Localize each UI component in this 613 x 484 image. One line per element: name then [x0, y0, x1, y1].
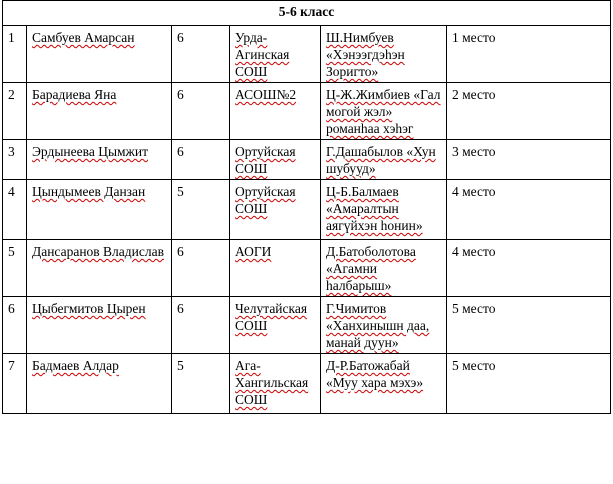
cell-student-name [27, 354, 172, 414]
cell-work [321, 354, 447, 414]
cell-work-text: Ц-Ж.Жимбиев «Гал могой жэл» романhаа хэhэг [326, 87, 441, 136]
cell-student-name [27, 180, 172, 240]
cell-grade [172, 26, 230, 83]
cell-place [447, 26, 611, 83]
cell-place-text: 1 место [452, 30, 496, 45]
table-row [3, 240, 611, 297]
cell-grade-text: 5 [177, 184, 184, 199]
cell-student-name-text: Цындымеев Данзан [32, 184, 146, 199]
cell-work-text: Г.Чимитов «Ханхинышн даа, манай дуун» [326, 301, 430, 350]
cell-student-name [27, 140, 172, 180]
cell-number [3, 140, 27, 180]
cell-place [447, 240, 611, 297]
cell-work [321, 83, 447, 140]
cell-number-text: 6 [8, 301, 15, 316]
table-title: 5-6 класс [3, 1, 611, 26]
cell-school [230, 354, 321, 414]
cell-number-text: 3 [8, 144, 15, 159]
cell-place-text: 5 место [452, 358, 496, 373]
table-title-row [3, 1, 611, 26]
cell-grade [172, 297, 230, 354]
cell-grade [172, 240, 230, 297]
cell-school [230, 26, 321, 83]
cell-student-name [27, 240, 172, 297]
cell-school-text: Ортуйская СОШ [235, 184, 296, 216]
cell-number-text: 7 [8, 358, 15, 373]
cell-place [447, 83, 611, 140]
cell-school-text: Урда-Агинская СОШ [235, 30, 290, 79]
cell-student-name [27, 83, 172, 140]
cell-student-name [27, 297, 172, 354]
cell-work-text: Г.Дашабылов «Хун шубууд» [326, 144, 436, 176]
cell-school-text: Ага-Хангильская СОШ [235, 358, 309, 407]
cell-place-text: 4 место [452, 244, 496, 259]
cell-school [230, 83, 321, 140]
table-row [3, 26, 611, 83]
cell-number-text: 2 [8, 87, 15, 102]
cell-work-text: Ц-Б.Балмаев «Амаралтын аягүйхэн hонин» [326, 184, 423, 233]
cell-grade [172, 180, 230, 240]
cell-place-text: 3 место [452, 144, 496, 159]
cell-student-name-text: Дансаранов Владислав [32, 244, 164, 259]
table-row [3, 83, 611, 140]
cell-school-text: АСОШ№2 [235, 87, 297, 102]
cell-grade-text: 6 [177, 144, 184, 159]
cell-place [447, 354, 611, 414]
cell-number [3, 83, 27, 140]
cell-place [447, 297, 611, 354]
cell-place [447, 140, 611, 180]
cell-school [230, 180, 321, 240]
table-row [3, 297, 611, 354]
cell-number-text: 5 [8, 244, 15, 259]
cell-work [321, 180, 447, 240]
cell-number [3, 297, 27, 354]
cell-number-text: 1 [8, 30, 15, 45]
cell-number [3, 354, 27, 414]
cell-number [3, 180, 27, 240]
cell-place [447, 180, 611, 240]
cell-student-name-text: Самбуев Амарсан [32, 30, 135, 45]
cell-work [321, 240, 447, 297]
cell-grade-text: 6 [177, 244, 184, 259]
cell-grade-text: 5 [177, 358, 184, 373]
table-row [3, 140, 611, 180]
cell-work [321, 26, 447, 83]
cell-student-name-text: Цыбегмитов Цырен [32, 301, 146, 316]
cell-student-name-text: Барадиева Яна [32, 87, 117, 102]
cell-place-text: 5 место [452, 301, 496, 316]
cell-grade [172, 354, 230, 414]
cell-work-text: Ш.Нимбуев «Хэнээгдэhэн Зоригто» [326, 30, 405, 79]
cell-work [321, 140, 447, 180]
cell-number [3, 26, 27, 83]
table-row [3, 354, 611, 414]
cell-school-text: АОГИ [235, 244, 272, 259]
cell-number-text: 4 [8, 184, 15, 199]
cell-grade-text: 6 [177, 30, 184, 45]
cell-grade [172, 83, 230, 140]
cell-work-text: Д-Р.Батожабай «Муу хара мэхэ» [326, 358, 424, 390]
cell-grade [172, 140, 230, 180]
cell-place-text: 4 место [452, 184, 496, 199]
cell-student-name [27, 26, 172, 83]
cell-grade-text: 6 [177, 301, 184, 316]
cell-school [230, 240, 321, 297]
cell-school [230, 297, 321, 354]
cell-grade-text: 6 [177, 87, 184, 102]
cell-school-text: Челутайская СОШ [235, 301, 308, 333]
results-table [2, 0, 611, 414]
cell-place-text: 2 место [452, 87, 496, 102]
cell-student-name-text: Эрдынеева Цымжит [32, 144, 149, 159]
cell-number [3, 240, 27, 297]
table-row [3, 180, 611, 240]
cell-work [321, 297, 447, 354]
cell-student-name-text: Бадмаев Алдар [32, 358, 119, 373]
cell-school-text: Ортуйская СОШ [235, 144, 296, 176]
cell-school [230, 140, 321, 180]
cell-work-text: Д.Батоболотова «Агамни hалбарыш» [326, 244, 416, 293]
